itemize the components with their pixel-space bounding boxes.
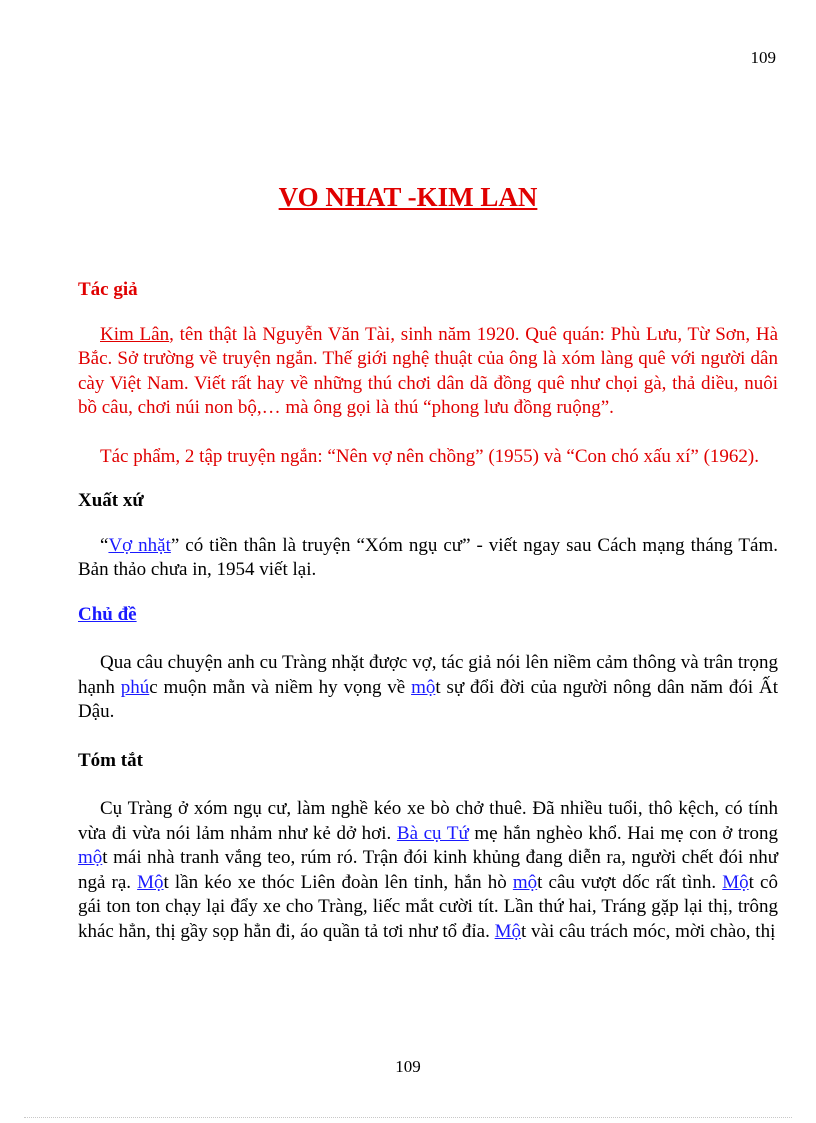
heading-xuat-xu: Xuất xứ — [78, 490, 144, 511]
link-mo[interactable]: mộ — [411, 676, 436, 698]
paragraph-tac-gia-2: Tác phẩm, 2 tập truyện ngắn: “Nên vợ nên chồng” (1955) và “Con chó xấu xí” (1962). — [100, 445, 760, 467]
link-mo[interactable]: mộ — [78, 847, 103, 868]
heading-chu-de[interactable]: Chủ đề — [78, 603, 137, 625]
link-ba-cu-tu[interactable]: Bà cụ Tứ — [396, 822, 469, 844]
link-phu[interactable]: phú — [120, 676, 150, 698]
text-tom-tat-2: mẹ hắn nghèo khổ. Hai mẹ con ở trong — [468, 822, 779, 844]
text-tom-tat-3: t mái nhà tranh vắng teo, rúm ró. Trận đói kinh khủng đang diễn ra, người chết đói như ngả rạ. — [78, 847, 778, 893]
document-body — [78, 278, 778, 944]
text-tom-tat-6: t cô gái ton ton chạy lại đẩy xe cho Tràng, liếc mắt cười tít. Lần thứ hai, Tráng gặp lại thị, trông khác hẳn, thị gầy sọp hẳn đi, áo quần tả tơi như tổ đỉa. — [78, 871, 778, 942]
text-tom-tat-5: t câu vượt dốc rất tình. — [537, 871, 723, 893]
heading-tac-gia: Tác giả — [78, 279, 138, 300]
heading-tom-tat: Tóm tắt — [78, 749, 143, 771]
text-tac-gia-1: , tên thật là Nguyễn Văn Tài, sinh năm 1920. Quê quán: Phù Lưu, Từ Sơn, Hà Bắc. Sở trường về truyện ngắn. Thế giới nghệ thuật của ông là xóm làng quê với người dân cày Việt Nam. Viết rất hay về những thú chơi dân dã đồng quê như chọi gà, thả diều, nuôi bồ câu, chơi núi non bộ,… mà ông gọi là thú “phong lưu đồng ruộng”. — [78, 323, 778, 418]
open-quote: “ — [100, 534, 109, 556]
text-chu-de-1: Qua câu chuyện anh cu Tràng nhặt được vợ, tác giả nói lên niềm cảm thông và trân trọng hạnh — [78, 652, 778, 698]
document-title: VO NHAT -KIM LAN — [278, 182, 538, 212]
text-tom-tat-1: Cụ Tràng ở xóm ngụ cư, làm nghề kéo xe bò chở thuê. Đã nhiều tuổi, thô kệch, có tính vừa đi vừa nói lảm nhảm như kẻ dở hơi. — [78, 798, 778, 844]
link-mo[interactable]: Mộ — [494, 920, 522, 942]
page-number-top: 109 — [750, 48, 776, 67]
link-mo[interactable]: Mộ — [722, 871, 749, 893]
text-tom-tat-4: t lần kéo xe thóc Liên đoàn lên tỉnh, hắn hò — [163, 871, 513, 893]
text-chu-de-3: t sự đổi đời của người nông dân năm đói Ất Dậu. — [78, 676, 778, 722]
link-mo[interactable]: Mộ — [137, 871, 164, 893]
link-vo-nhat[interactable]: Vợ nhặt — [108, 534, 171, 556]
paragraph-tac-gia-1 — [78, 323, 778, 421]
text-xuat-xu: ” có tiền thân là truyện “Xóm ngụ cư” - viết ngay sau Cách mạng tháng Tám. Bản thảo chưa in, 1954 viết lại. — [78, 534, 778, 580]
text-tom-tat-7: t vài câu trách móc, mời chào, thị — [521, 920, 776, 942]
link-mo[interactable]: mộ — [512, 871, 538, 893]
paragraph-tom-tat — [78, 797, 778, 944]
paragraph-xuat-xu — [78, 534, 778, 583]
text-chu-de-2: c muộn mằn và niềm hy vọng về — [149, 676, 412, 698]
page-number-bottom: 109 — [395, 1057, 421, 1076]
paragraph-chu-de — [78, 651, 778, 725]
page-bottom-divider — [24, 1117, 792, 1118]
link-kim-lan[interactable]: Kim Lân — [100, 323, 170, 345]
